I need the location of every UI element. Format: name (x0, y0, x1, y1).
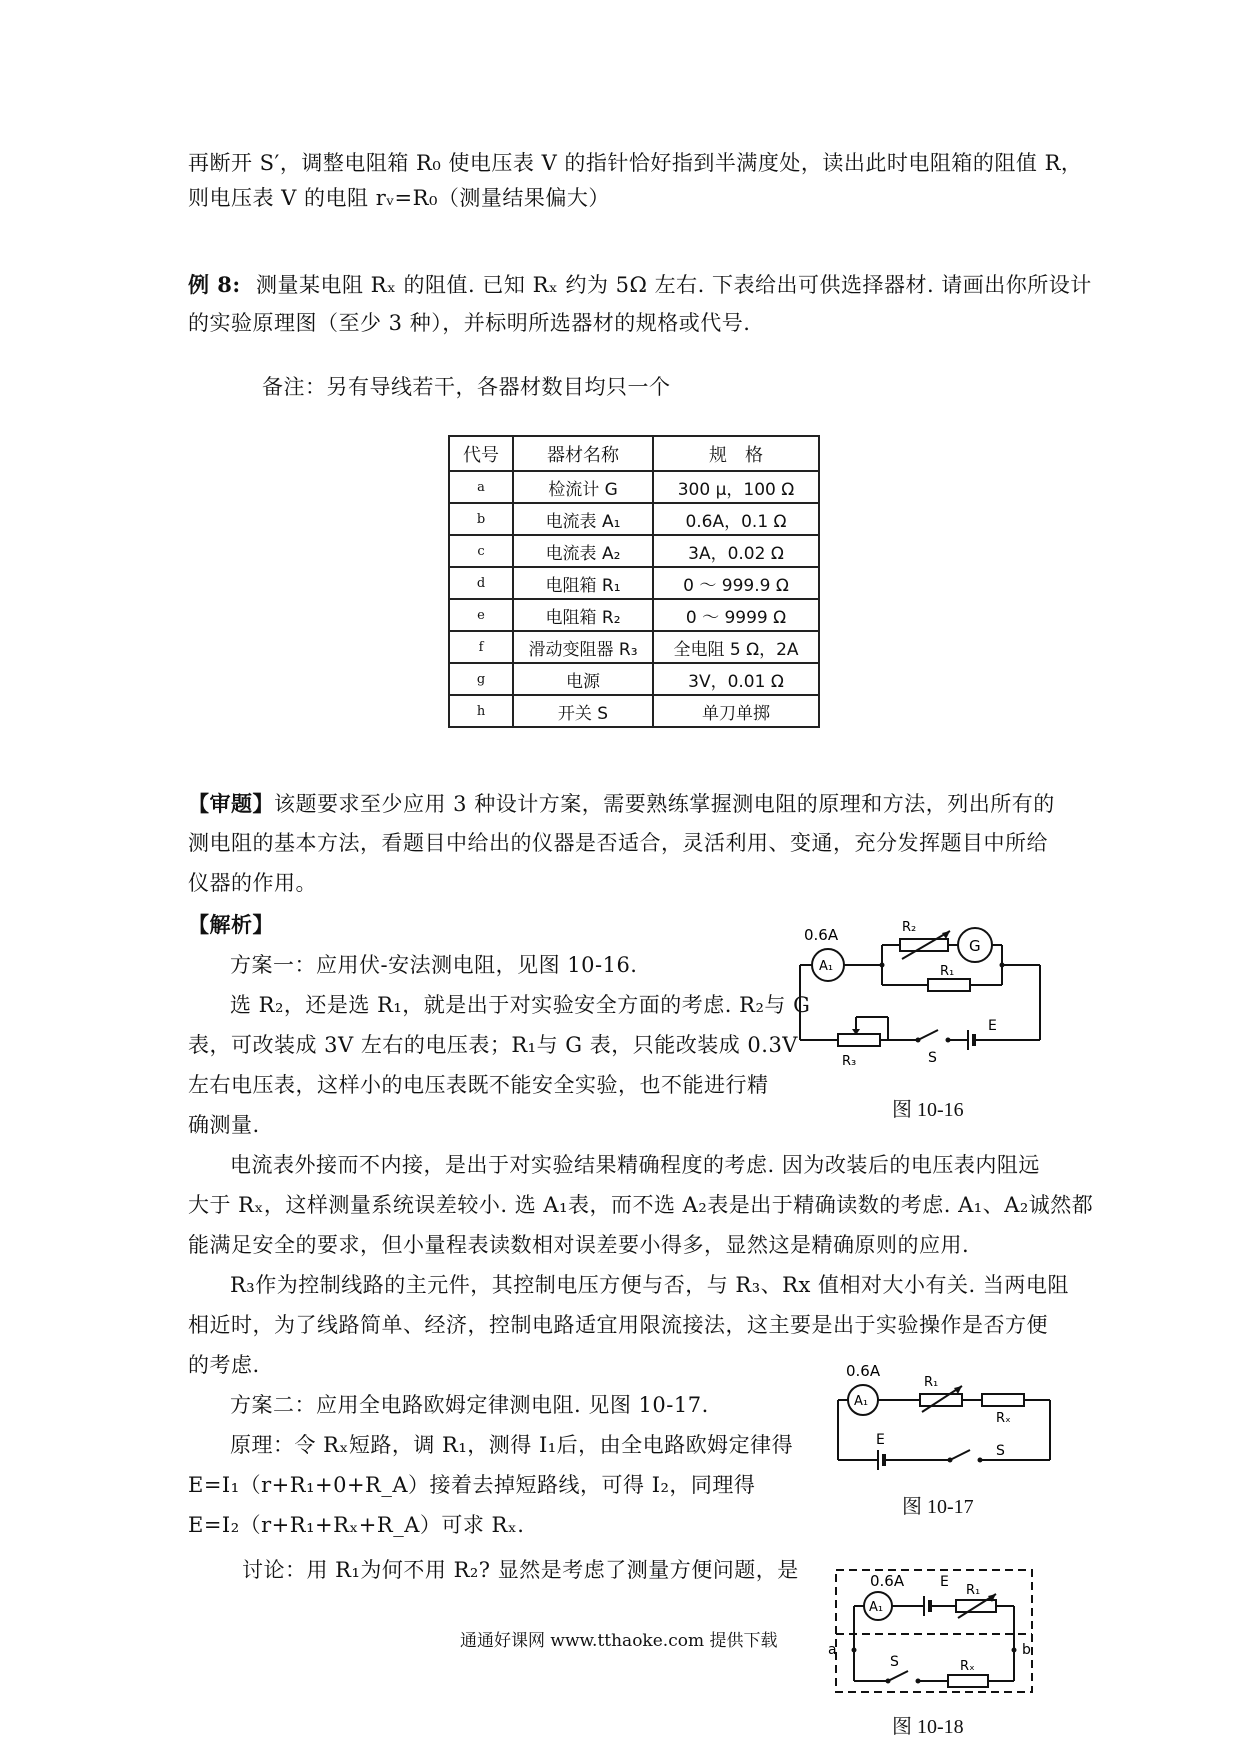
review-label: 【审题】 (188, 791, 274, 816)
intro-line-2: 则电压表 V 的电阻 rᵥ=R₀（测量结果偏大） (188, 186, 610, 210)
fig18-switch-label: S (890, 1654, 899, 1670)
cell-spec: 3A，0.02 Ω (653, 535, 819, 567)
fig16-rheostat-label: R₃ (842, 1054, 857, 1069)
cell-code: f (449, 631, 513, 663)
fig16-r2-label: R₂ (902, 920, 917, 935)
fig16-r1-label: R₁ (940, 964, 955, 979)
analysis-p1-line: 左右电压表，这样小的电压表既不能安全实验，也不能进行精 (188, 1073, 769, 1097)
table-row (449, 663, 819, 695)
fig16-ammeter-label: A₁ (819, 959, 834, 974)
fig18-ammeter-range: 0.6A (870, 1572, 905, 1590)
cell-code: b (449, 503, 513, 535)
example-line-2: 的实验原理图（至少 3 种），并标明所选器材的规格或代号. (188, 311, 751, 335)
cell-code: e (449, 599, 513, 631)
cell-spec: 单刀单掷 (653, 695, 819, 727)
cell-name: 检流计 G (513, 471, 653, 503)
analysis-p2-line: 大于 Rₓ，这样测量系统误差较小. 选 A₁表，而不选 A₂表是出于精确读数的考虑. A₁、A₂诚然都 (188, 1193, 1094, 1217)
table-row (449, 503, 819, 535)
table-row (449, 695, 819, 727)
col-header-code: 代号 (449, 436, 513, 471)
intro-line-1: 再断开 S′，调整电阻箱 R₀ 使电压表 V 的指针恰好指到半满度处，读出此时电阻箱的阻值 R， (188, 151, 1083, 175)
circuit-figure-10-18 (828, 1566, 1048, 1701)
table-row (449, 631, 819, 663)
fig17-source-label: E (876, 1432, 885, 1448)
cell-name: 电流表 A₂ (513, 535, 653, 567)
example-line-1: 测量某电阻 Rₓ 的阻值. 已知 Rₓ 约为 5Ω 左右. 下表给出可供选择器材. 请画出你所设计 (256, 273, 1092, 297)
cell-code: h (449, 695, 513, 727)
fig18-node-a: a (828, 1642, 837, 1658)
analysis-p1-line: 确测量. (188, 1113, 260, 1137)
review-line-2: 测电阻的基本方法，看题目中给出的仪器是否适合，灵活利用、变通，充分发挥题目中所给 (188, 831, 1048, 855)
fig18-source-label: E (940, 1574, 949, 1590)
table-header-row (449, 436, 819, 471)
analysis-p5-line: 讨论：用 R₁为何不用 R₂? 显然是考虑了测量方便问题，是 (242, 1558, 799, 1582)
cell-code: d (449, 567, 513, 599)
fig17-ammeter-label: A₁ (854, 1394, 869, 1409)
analysis-p1-line: 方案一：应用伏-安法测电阻，见图 10-16. (230, 953, 638, 977)
cell-code: a (449, 471, 513, 503)
fig18-caption: 图 10-18 (892, 1716, 964, 1738)
table-row (449, 599, 819, 631)
fig17-rx-label: Rₓ (996, 1411, 1011, 1426)
analysis-p2-line: 能满足安全的要求，但小量程表读数相对误差要小得多，显然这是精确原则的应用. (188, 1233, 970, 1257)
analysis-p2-line: 电流表外接而不内接，是出于对实验结果精确程度的考虑. 因为改装后的电压表内阻远 (230, 1153, 1040, 1177)
review-line-1 (188, 789, 1055, 819)
cell-spec: 全电阻 5 Ω，2A (653, 631, 819, 663)
analysis-p4-line: E=I₂（r+R₁+Rₓ+R_A）可求 Rₓ. (188, 1513, 525, 1537)
analysis-p3-line: R₃作为控制线路的主元件，其控制电压方便与否，与 R₃、Rx 值相对大小有关. 当两电阻 (230, 1273, 1069, 1297)
col-header-name: 器材名称 (513, 436, 653, 471)
analysis-p3-line: 相近时，为了线路简单、经济，控制电路适宜用限流接法，这主要是出于实验操作是否方便 (188, 1313, 1048, 1337)
fig18-node-b: b (1022, 1642, 1031, 1658)
analysis-p4-line: 方案二：应用全电路欧姆定律测电阻. 见图 10-17. (230, 1393, 709, 1417)
cell-spec: 0 ～ 999.9 Ω (653, 567, 819, 599)
table-row (449, 535, 819, 567)
fig16-caption: 图 10-16 (892, 1099, 964, 1121)
fig18-r1-label: R₁ (966, 1583, 981, 1598)
fig16-galvanometer-label: G (969, 937, 981, 955)
fig16-switch-label: S (928, 1050, 937, 1066)
analysis-p1-line: 选 R₂，还是选 R₁，就是出于对实验安全方面的考虑. R₂与 G (230, 993, 811, 1017)
fig17-switch-label: S (996, 1443, 1005, 1459)
fig16-source-label: E (988, 1018, 997, 1034)
fig18-rx-label: Rₓ (960, 1659, 975, 1674)
example-note: 备注：另有导线若干，各器材数目均只一个 (262, 375, 671, 399)
analysis-p4-line: E=I₁（r+R₁+0+R_A）接着去掉短路线，可得 I₂，同理得 (188, 1473, 756, 1497)
cell-code: g (449, 663, 513, 695)
cell-name: 电源 (513, 663, 653, 695)
col-header-spec: 规 格 (653, 436, 819, 471)
cell-name: 开关 S (513, 695, 653, 727)
fig17-ammeter-range: 0.6A (846, 1362, 881, 1380)
table-row (449, 567, 819, 599)
analysis-p1-line: 表，可改装成 3V 左右的电压表；R₁与 G 表，只能改装成 0.3V (188, 1033, 798, 1057)
fig18-ammeter-label: A₁ (869, 1600, 884, 1615)
cell-code: c (449, 535, 513, 567)
cell-spec: 0 ～ 9999 Ω (653, 599, 819, 631)
page-footer: 通通好课网 www.tthaoke.com 提供下载 (460, 1631, 778, 1651)
cell-name: 电阻箱 R₁ (513, 567, 653, 599)
review-text-1: 该题要求至少应用 3 种设计方案，需要熟练掌握测电阻的原理和方法，列出所有的 (274, 792, 1055, 816)
fig16-ammeter-range: 0.6A (804, 926, 839, 944)
cell-name: 电阻箱 R₂ (513, 599, 653, 631)
equipment-table (448, 435, 820, 728)
analysis-p4-line: 原理：令 Rₓ短路，调 R₁，测得 I₁后，由全电路欧姆定律得 (230, 1433, 794, 1457)
fig17-r1-label: R₁ (924, 1375, 939, 1390)
review-line-3: 仪器的作用。 (188, 871, 317, 895)
table-row (449, 471, 819, 503)
circuit-figure-10-17 (830, 1360, 1060, 1480)
cell-name: 电流表 A₁ (513, 503, 653, 535)
cell-spec: 300 μ，100 Ω (653, 471, 819, 503)
circuit-figure-10-16 (790, 915, 1050, 1085)
cell-spec: 3V，0.01 Ω (653, 663, 819, 695)
cell-name: 滑动变阻器 R₃ (513, 631, 653, 663)
analysis-p3-line: 的考虑. (188, 1353, 260, 1377)
example-label: 例 8: (188, 272, 241, 297)
cell-spec: 0.6A，0.1 Ω (653, 503, 819, 535)
fig17-caption: 图 10-17 (902, 1496, 974, 1518)
analysis-label: 【解析】 (188, 912, 274, 937)
